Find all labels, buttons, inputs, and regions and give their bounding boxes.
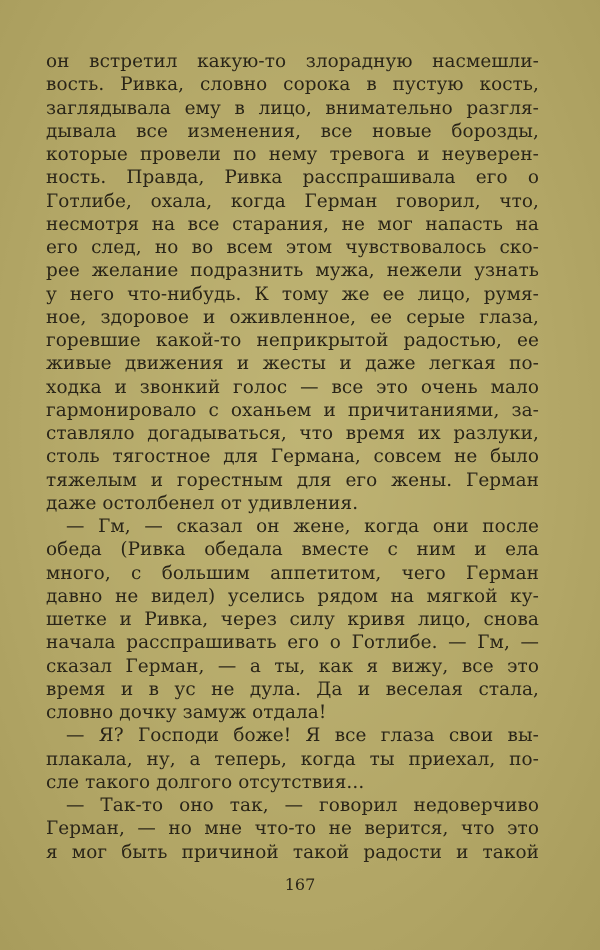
body-text	[46, 50, 539, 864]
text-line: у него что-нибудь. К тому же ее лицо, румя-	[46, 283, 539, 305]
text-line: ходка и звонкий голос — все это очень мало	[46, 376, 539, 398]
text-line: словно дочку замуж отдала!	[46, 702, 327, 723]
text-line: сле такого долгого отсутствия...	[46, 771, 365, 793]
text-line: тяжелым и горестным для его жены. Герман	[46, 469, 539, 491]
text-line: обеда (Ривка обедала вместе с ним и ела	[46, 539, 539, 561]
text-line: ность. Правда, Ривка расспрашивала его о	[46, 167, 539, 189]
text-line: шетке и Ривка, через силу кривя лицо, снова	[46, 609, 539, 630]
text-line: давно не видел) уселись рядом на мягкой ку-	[46, 585, 539, 607]
text-line: я мог быть причиной такой радости и такой	[46, 841, 539, 863]
text-line: живые движения и жесты и даже легкая по-	[46, 353, 539, 375]
text-line: — Так-то оно так, — говорил недоверчиво	[66, 795, 539, 816]
text-line: дывала все изменения, все новые борозды,	[46, 120, 539, 142]
text-line: — Я? Господи боже! Я все глаза свои вы-	[66, 725, 539, 747]
page-number: 167	[284, 875, 316, 894]
text-line: несмотря на все старания, не мог напасть на	[46, 213, 539, 235]
text-line: вость. Ривка, словно сорока в пустую кость,	[46, 74, 539, 96]
text-line: плакала, ну, а теперь, когда ты приехал, по-	[46, 748, 539, 770]
text-line: ставляло догадываться, что время их разлуки,	[46, 423, 539, 444]
text-line: много, с большим аппетитом, чего Герман	[46, 562, 539, 584]
text-line: Готлибе, охала, когда Герман говорил, что,	[46, 190, 539, 212]
text-line: гармонировало с оханьем и причитаниями, за-	[46, 399, 539, 421]
text-line: начала расспрашивать его о Готлибе. — Гм, —	[46, 632, 539, 654]
text-line: ное, здоровое и оживленное, ее серые глаза,	[46, 306, 539, 328]
text-line: рее желание подразнить мужа, нежели узнать	[46, 260, 539, 282]
text-line: горевшие какой-то неприкрытой радостью, ее	[46, 330, 539, 351]
text-line: — Гм, — сказал он жене, когда они после	[66, 516, 539, 537]
text-line: заглядывала ему в лицо, внимательно разгля-	[46, 97, 539, 119]
text-line: сказал Герман, — а ты, как я вижу, все это	[46, 655, 539, 677]
text-line: даже остолбенел от удивления.	[46, 492, 359, 514]
text-line: он встретил какую-то злорадную насмешли-	[46, 51, 539, 72]
text-line: столь тягостное для Германа, совсем не было	[46, 446, 539, 468]
text-line: которые провели по нему тревога и неуверен-	[46, 144, 539, 165]
text-line: время и в ус не дула. Да и веселая стала,	[46, 678, 539, 700]
text-line: Герман, — но мне что-то не верится, что это	[46, 818, 539, 840]
text-line: его след, но во всем этом чувствовалось ско-	[46, 237, 539, 258]
